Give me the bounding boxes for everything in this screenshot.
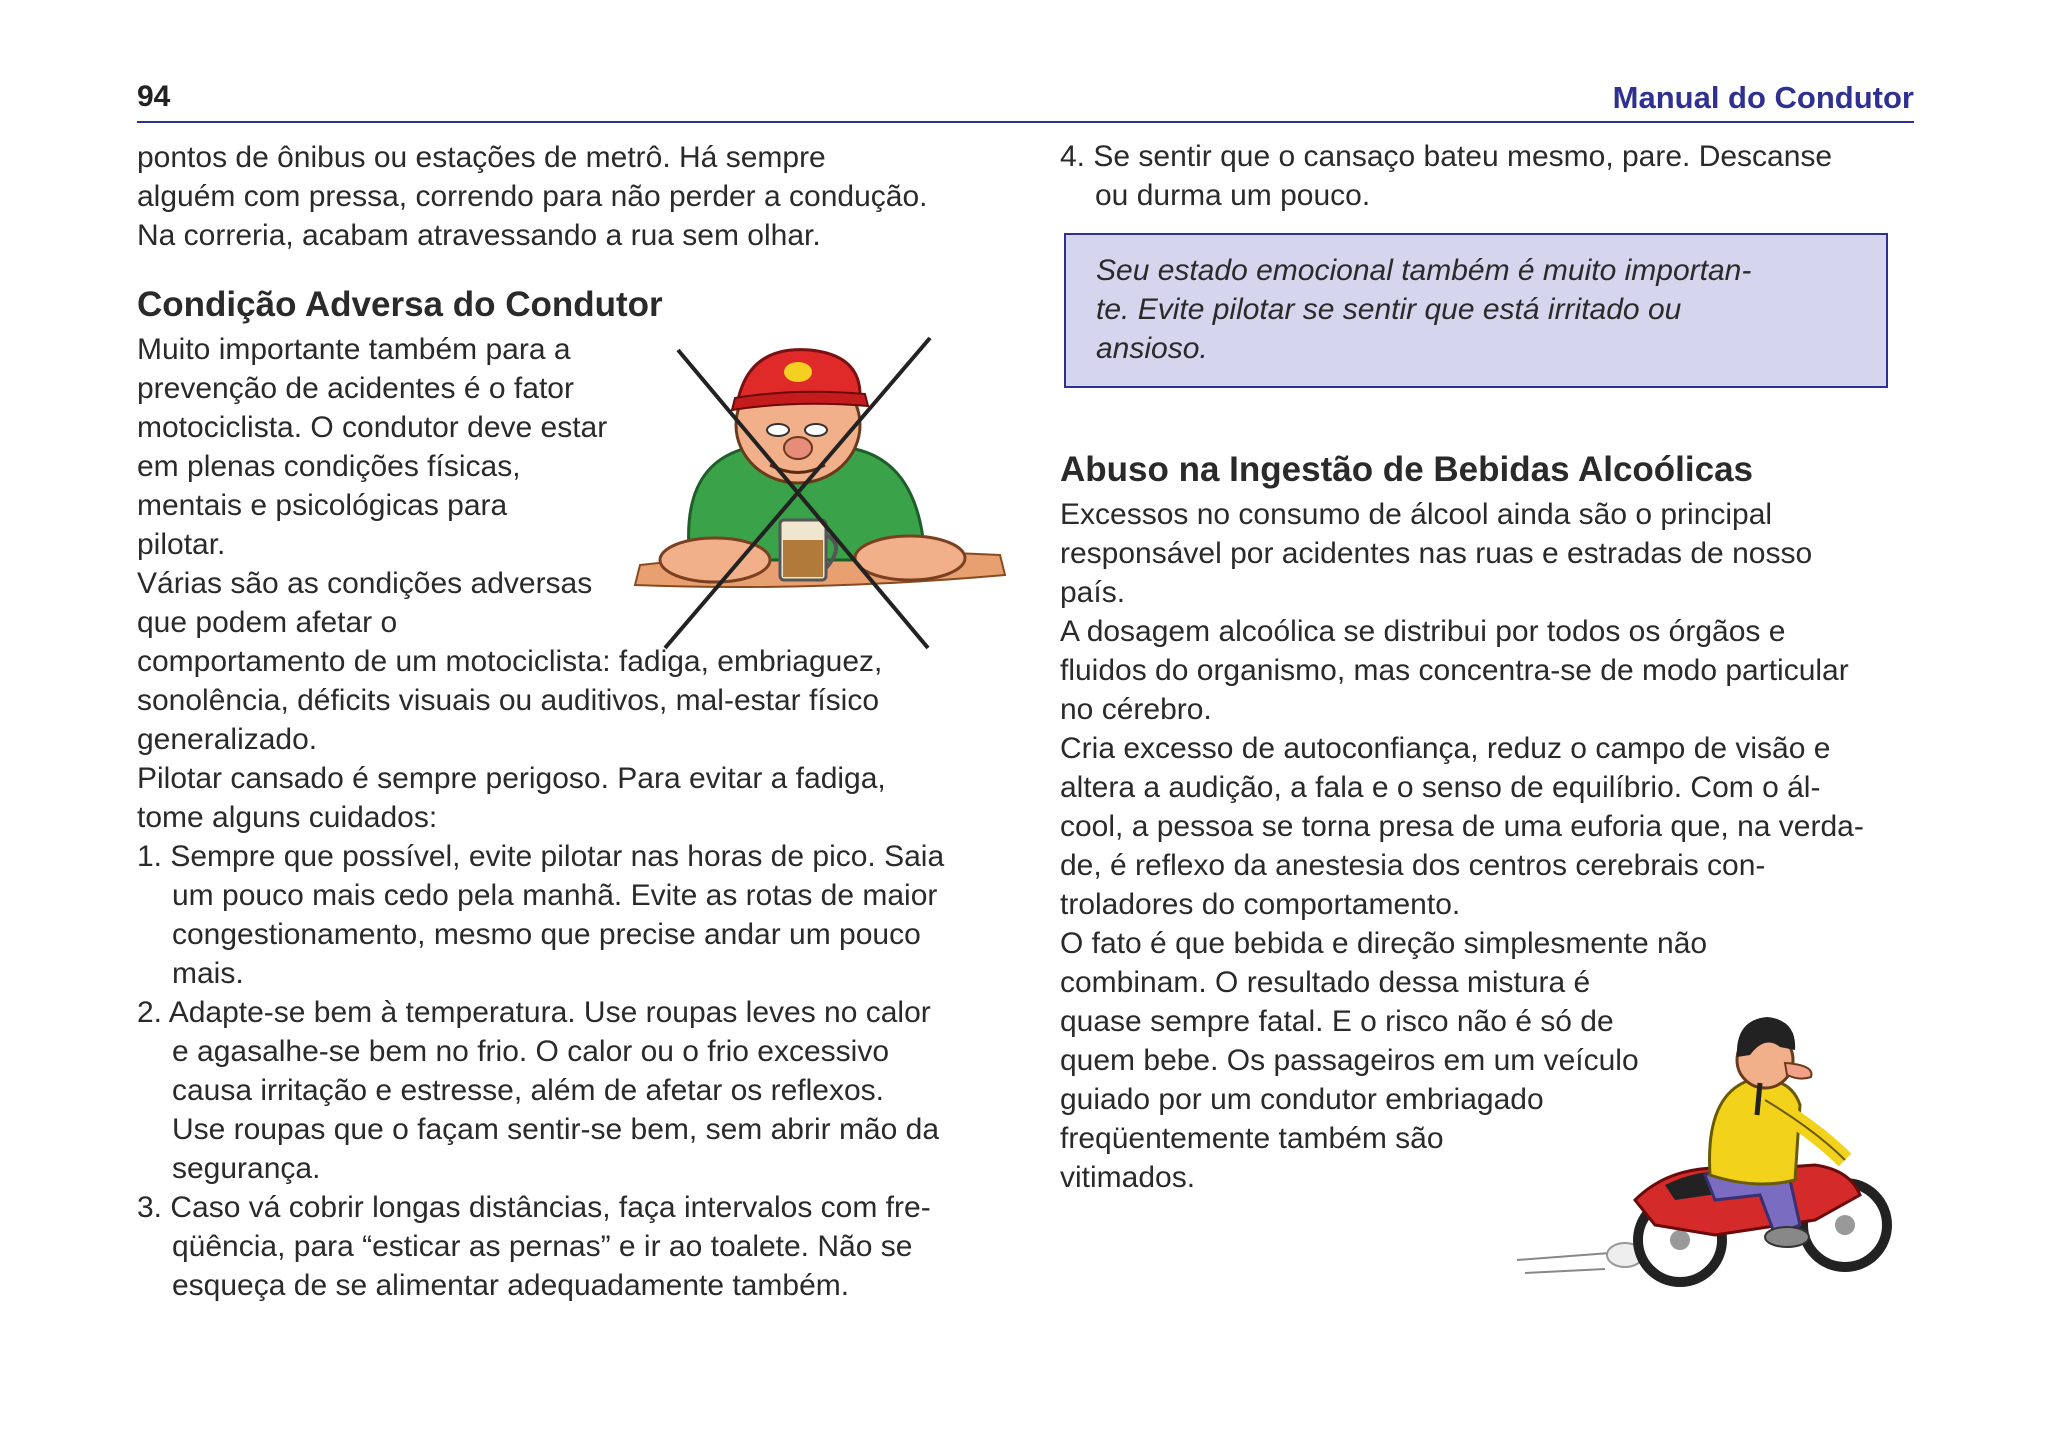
list-line: 2. Adapte-se bem à temperatura. Use roupas leves no calor <box>137 996 931 1029</box>
body-line: Várias são as condições adversas <box>137 567 593 600</box>
list-line: 1. Sempre que possível, evite pilotar nas horas de pico. Saia <box>137 840 945 873</box>
list-item <box>137 993 1017 1188</box>
body-line: responsável por acidentes nas ruas e estradas de nosso <box>1060 537 1813 570</box>
list-line: qüência, para “esticar as pernas” e ir ao toalete. Não se <box>172 1230 913 1263</box>
section-title-adverse-condition: Condição Adversa do Condutor <box>137 285 663 324</box>
running-title: Manual do Condutor <box>1612 80 1914 115</box>
body-line: freqüentemente também são <box>1060 1122 1444 1155</box>
body-line: Excessos no consumo de álcool ainda são o principal <box>1060 498 1773 531</box>
note-line: Seu estado emocional também é muito importan- <box>1096 254 1752 287</box>
body-line: motociclista. O condutor deve estar <box>137 411 608 444</box>
body-line: altera a audição, a fala e o senso de equilíbrio. Com o ál- <box>1060 771 1821 804</box>
body-line: guiado por um condutor embriagado <box>1060 1083 1544 1116</box>
note-line: ansioso. <box>1096 332 1208 365</box>
page-number: 94 <box>137 80 171 113</box>
list-line: e agasalhe-se bem no frio. O calor ou o frio excessivo <box>172 1035 890 1068</box>
list-line: 4. Se sentir que o cansaço bateu mesmo, pare. Descanse <box>1060 140 1833 173</box>
list-line: esqueça de se alimentar adequadamente também. <box>172 1269 850 1302</box>
intro-line: Na correria, acabam atravessando a rua sem olhar. <box>137 219 821 252</box>
list-line: mais. <box>172 957 244 990</box>
list-line: um pouco mais cedo pela manhã. Evite as rotas de maior <box>172 879 938 912</box>
body-line: de, é reflexo da anestesia dos centros cerebrais con- <box>1060 849 1766 882</box>
list-line: ou durma um pouco. <box>1095 179 1371 212</box>
motorcycle-rider-illustration <box>1515 985 1895 1295</box>
list-item <box>1060 137 1920 215</box>
list-line: Use roupas que o façam sentir-se bem, sem abrir mão da <box>172 1113 940 1146</box>
body-line: Pilotar cansado é sempre perigoso. Para evitar a fadiga, <box>137 762 886 795</box>
body-line: vitimados. <box>1060 1161 1196 1194</box>
body-line: troladores do comportamento. <box>1060 888 1461 921</box>
section-title-alcohol-abuse: Abuso na Ingestão de Bebidas Alcoólicas <box>1060 450 1754 489</box>
intro-line: alguém com pressa, correndo para não perder a condução. <box>137 180 928 213</box>
body-line: Cria excesso de autoconfiança, reduz o campo de visão e <box>1060 732 1831 765</box>
body-line: no cérebro. <box>1060 693 1212 726</box>
header-rule <box>137 121 1914 123</box>
body-line: pilotar. <box>137 528 226 561</box>
body-line: quem bebe. Os passageiros em um veículo <box>1060 1044 1639 1077</box>
body-line: comportamento de um motociclista: fadiga, embriaguez, <box>137 645 883 678</box>
body-line: mentais e psicológicas para <box>137 489 508 522</box>
body-line: Muito importante também para a <box>137 333 571 366</box>
drunk-man-crossed-out-illustration <box>620 330 1010 650</box>
list-line: segurança. <box>172 1152 321 1185</box>
body-line: O fato é que bebida e direção simplesmente não <box>1060 927 1708 960</box>
body-line: tome alguns cuidados: <box>137 801 438 834</box>
body-line: cool, a pessoa se torna presa de uma euforia que, na verda- <box>1060 810 1864 843</box>
body-line: em plenas condições físicas, <box>137 450 521 483</box>
body-line: generalizado. <box>137 723 318 756</box>
list-line: 3. Caso vá cobrir longas distâncias, faça intervalos com fre- <box>137 1191 931 1224</box>
body-line: combinam. O resultado dessa mistura é <box>1060 966 1591 999</box>
left-column <box>137 138 1017 1305</box>
list-item <box>137 837 1017 993</box>
emotional-state-note <box>1064 233 1888 388</box>
note-line: te. Evite pilotar se sentir que está irritado ou <box>1096 293 1682 326</box>
body-line: fluidos do organismo, mas concentra-se de modo particular <box>1060 654 1849 687</box>
body-line: sonolência, déficits visuais ou auditivos, mal-estar físico <box>137 684 880 717</box>
body-line: A dosagem alcoólica se distribui por todos os órgãos e <box>1060 615 1786 648</box>
body-line: país. <box>1060 576 1126 609</box>
list-line: congestionamento, mesmo que precise andar um pouco <box>172 918 921 951</box>
body-line: quase sempre fatal. E o risco não é só de <box>1060 1005 1614 1038</box>
list-line: causa irritação e estresse, além de afetar os reflexos. <box>172 1074 885 1107</box>
list-item <box>137 1188 1017 1305</box>
body-line: prevenção de acidentes é o fator <box>137 372 574 405</box>
intro-line: pontos de ônibus ou estações de metrô. Há sempre <box>137 141 826 174</box>
body-line: que podem afetar o <box>137 606 398 639</box>
